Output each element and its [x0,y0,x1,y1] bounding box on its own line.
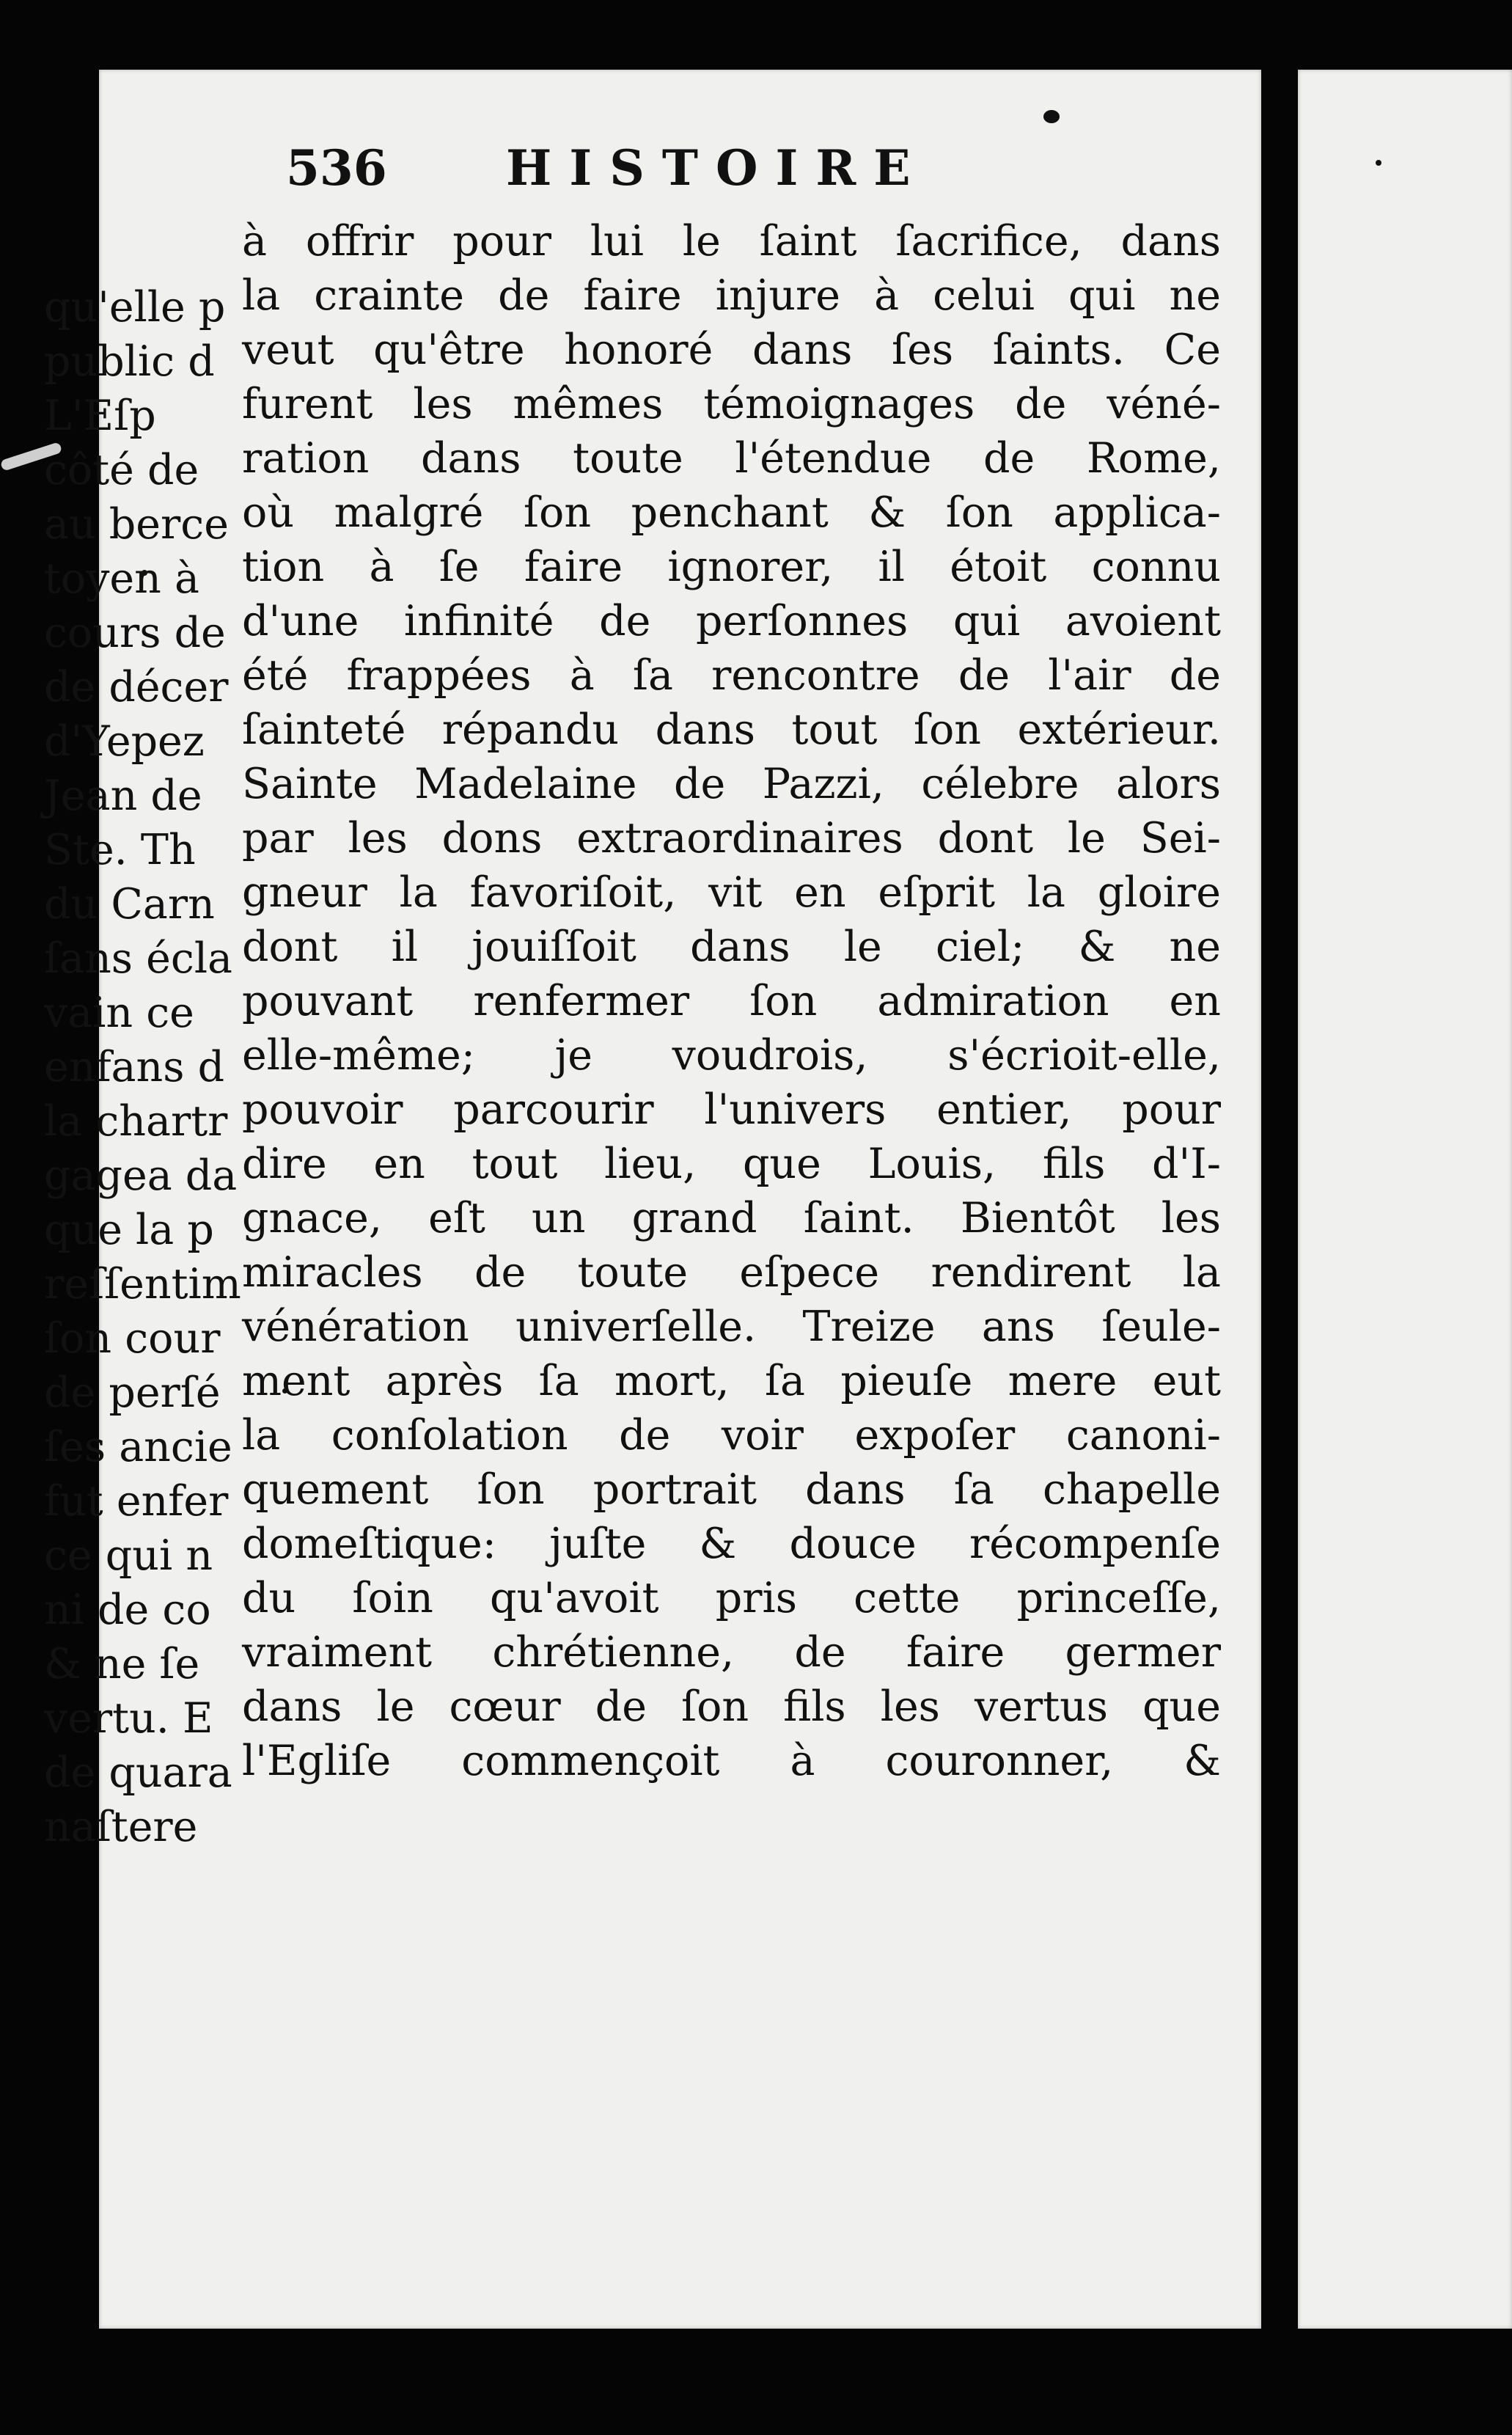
page-header [286,139,1019,205]
text-line: par les dons extraordinaires dont le Sei- [242,814,1221,863]
left-page-text [242,214,1221,1788]
text-line: gnace, eſt un grand ſaint. Bientôt les [242,1194,1221,1242]
text-line: fut enfer [44,1477,229,1526]
text-line: furent les mêmes témoignages de véné- [242,380,1221,428]
text-line: ration dans toute l'étendue de Rome, [242,434,1221,483]
right-page-text [44,280,264,1854]
text-line: dans le cœur de ſon fils les vertus que [242,1682,1221,1731]
text-line: ſans écla [44,934,233,983]
text-line: ment après ſa mort, ſa pieuſe mere eut [242,1357,1221,1405]
text-line: ſon cour [44,1314,221,1363]
text-line: au berce [44,500,229,549]
text-line: la chartr [44,1097,228,1146]
text-line: toyen à [44,554,199,603]
text-line: tion à ſe faire ignorer, il étoit connu [242,543,1221,591]
text-line: que la p [44,1206,214,1254]
text-line: veut qu'être honoré dans ſes ſaints. Ce [242,326,1221,374]
text-line: vertu. E [44,1694,213,1743]
right-page [1298,70,1512,2329]
text-line: d'Yepez [44,717,205,766]
running-head: HISTOIRE [506,139,928,197]
text-line: du Carn [44,880,215,929]
text-line: la conſolation de voir expoſer canoni- [242,1411,1221,1460]
text-line: miracles de toute eſpece rendirent la [242,1248,1221,1297]
text-line: pouvoir parcourir l'univers entier, pour [242,1085,1221,1134]
text-line: Ste. Th [44,826,196,874]
text-line: d'une infinité de perſonnes qui avoient [242,597,1221,645]
text-line: de décer [44,663,229,711]
text-line: ſainteté répandu dans tout ſon extérieur. [242,706,1221,754]
text-line: ce qui n [44,1531,213,1580]
text-line: ni de co [44,1586,211,1634]
text-line: à offrir pour lui le ſaint ſacrifice, dans [242,217,1221,266]
text-line: la crainte de faire injure à celui qui ne [242,271,1221,320]
ink-spot [1376,160,1381,166]
page-number: 536 [286,139,387,197]
text-line: cours de [44,609,226,657]
text-line: pouvant renfermer ſon admiration en [242,977,1221,1025]
text-line: où malgré ſon penchant & ſon applica- [242,488,1221,537]
text-line: reſſentim [44,1260,241,1308]
text-line: vraiment chrétienne, de faire germer [242,1628,1221,1677]
text-line: gneur la favoriſoit, vit en eſprit la gloire [242,868,1221,917]
text-line: du ſoin qu'avoit pris cette princeſſe, [242,1574,1221,1622]
text-line: L'Eſp [44,392,156,440]
text-line: elle-même; je voudrois, s'écrioit-elle, [242,1031,1221,1080]
text-line: ſes ancie [44,1423,232,1471]
text-line: quement ſon portrait dans ſa chapelle [242,1465,1221,1514]
text-line: côté de [44,446,199,494]
text-line: dire en tout lieu, que Louis, fils d'I- [242,1140,1221,1188]
ink-spot [1043,110,1060,123]
text-line: qu'elle p [44,283,226,332]
text-line: vain ce [44,989,194,1037]
text-line: gagea da [44,1151,238,1200]
text-line: & ne ſe [44,1640,200,1688]
text-line: public d [44,337,215,386]
text-line: Sainte Madelaine de Pazzi, célebre alors [242,760,1221,808]
text-line: enfans d [44,1043,225,1091]
text-line: domeſtique: juſte & douce récompenſe [242,1520,1221,1568]
text-line: Jean de [44,772,202,820]
text-line: l'Egliſe commençoit à couronner, & [242,1737,1221,1785]
text-line: été frappées à ſa rencontre de l'air de [242,651,1221,700]
text-line: naſtere [44,1803,198,1851]
text-line: dont il jouiſſoit dans le ciel; & ne [242,923,1221,971]
text-line: vénération univerſelle. Treize ans ſeule- [242,1303,1221,1351]
text-line: de quara [44,1749,232,1797]
text-line: de perſé [44,1369,221,1417]
